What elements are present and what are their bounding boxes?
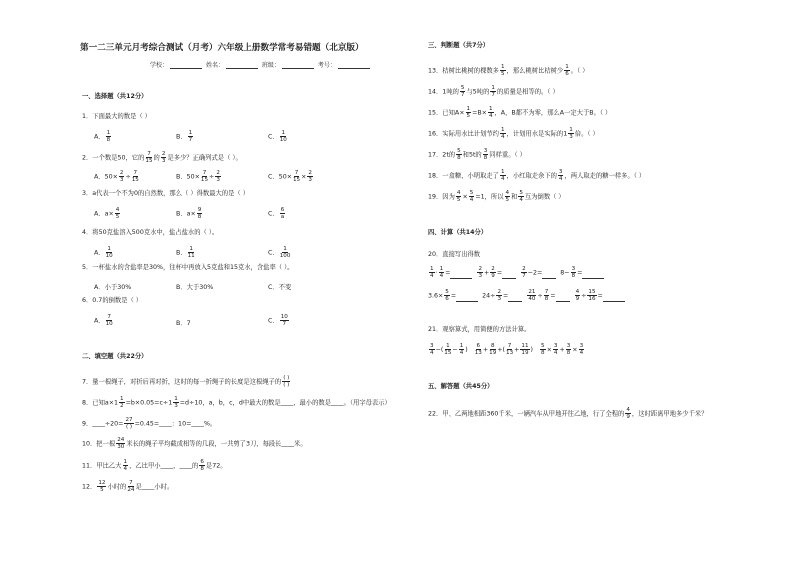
question-15: 15．已知A× $\frac{1}{5}$ =B× $\frac{1}{4}$ ，A，B都不为零，那么A一定大于B。（ ） (428, 106, 612, 119)
answer-blank[interactable] (603, 295, 625, 302)
question-22: 22．甲、乙两地相距360千米，一辆汽车从甲地开往乙地，行了全程的 $\frac{4}{9}$ ，这时距离甲地多少千米？ (428, 407, 708, 420)
q1-option-c[interactable]: C． $\frac{1}{10}$ (268, 130, 287, 143)
fraction: $\frac{1}{10}$ (279, 130, 287, 143)
name-label: 姓名： (205, 62, 224, 69)
question-12: 12． $\frac{12}{5}$ 小时的 $\frac{7}{24}$ 是____小时。 (82, 480, 174, 493)
question-11: 11．甲比乙大 $\frac{1}{4}$ ，乙比甲小____，____的 $\frac{6}{8}$ 是72。 (82, 459, 227, 472)
question-2: 2．一个数是50，它的 $\frac{7}{15}$ 的 $\frac{2}{3}$ 是多少？正确列式是（ ）。 (82, 151, 242, 164)
q2-option-c[interactable]: C．50× $\frac{7}{15}$ × $\frac{2}{3}$ (268, 170, 312, 183)
section-judge: 三、判断题（共7分） (428, 42, 490, 49)
class-field[interactable] (282, 62, 314, 69)
student-info (150, 60, 372, 69)
question-20: 20．直接写出得数 (428, 251, 481, 258)
section-solve: 五、解答题（共45分） (428, 383, 494, 390)
fraction: $\frac{1}{7}$ (188, 130, 193, 143)
section-choice: 一、选择题（共12分） (82, 93, 148, 100)
answer-blank[interactable] (542, 272, 556, 279)
school-field[interactable] (170, 62, 202, 69)
answer-blank[interactable] (508, 295, 522, 302)
answer-blank[interactable] (450, 272, 472, 279)
question-16: 16．实际用水比计划节约 $\frac{1}{4}$ ，计划用水是实际的1 $\frac{1}{3}$ 倍。（ ） (428, 127, 599, 140)
q3-option-c[interactable]: C． $\frac{6}{a}$ (268, 207, 285, 220)
calc-row-1: $\frac{1}{4}$ · $\frac{1}{4}$ = $\frac{2}{3}$ + $\frac{2}{9}$ = $\frac{2}{7}$ −2= 8− $\frac{3}{8}$ = (428, 266, 604, 279)
question-10: 10．把一根 $\frac{24}{30}$ 米长的绳子平均截成相等的几段，一共剪了3刀，每段长____米。 (82, 437, 307, 450)
section-fill: 二、填空题（共22分） (82, 353, 148, 360)
number-field[interactable] (338, 62, 370, 69)
calc-row-3: $\frac{3}{4}$ −( $\frac{1}{15}$ − $\frac{1}{4}$ ) $\frac{6}{13}$ + $\frac{8}{19}$ +( $\frac{7}{13}$ + $\frac{11}{19}$ ) $\frac{5}{8}$ × $\frac{3}{4}$ + $\frac{3}{8}$ × $\frac{3}{4}$ (430, 343, 584, 356)
q2-option-a[interactable]: A．50× $\frac{2}{3}$ ÷ $\frac{7}{15}$ (94, 170, 139, 183)
question-9: 9．____÷20= 27 ( ) =0.45=____：10=____%。 (82, 417, 217, 430)
q4-option-a[interactable]: A． $\frac{1}{10}$ (94, 246, 113, 259)
q4-option-c[interactable]: C． $\frac{1}{100}$ (268, 246, 291, 259)
q6-option-a[interactable]: A． $\frac{7}{10}$ (94, 314, 113, 327)
q1-option-a[interactable]: A． $\frac{1}{8}$ (94, 130, 111, 143)
question-8: 8．已知a×1 $\frac{1}{2}$ =b×0.05=c÷1 $\frac{1}{3}$ =d÷10，a，b，c，d中最大的数是____，最小的数是____。（用字母表示） (82, 396, 391, 409)
question-14: 14．1吨的 $\frac{5}{7}$ 与5吨的 $\frac{1}{7}$ 的质量是相等的。（ ） (428, 85, 559, 98)
question-21: 21．观察算式，用简便的方法计算。 (428, 326, 531, 333)
q6-option-c[interactable]: C． $\frac{10}{7}$ (268, 314, 288, 327)
calc-row-2: 3.6× $\frac{5}{6}$ = 24÷ $\frac{2}{3}$ = $\frac{21}{40}$ ÷ $\frac{7}{8}$ = $\frac{4}{9}$ ÷ $\frac{15}{16}$ = (428, 289, 625, 302)
question-3: 3．a代表一个不为0的自然数，那么（ ）得数最大的是（ ） (82, 190, 249, 197)
name-field[interactable] (226, 62, 258, 69)
answer-blank[interactable] (456, 295, 478, 302)
question-7: 7．量一根绳子，对折后再对折，这时的每一折绳子的长度是这根绳子的 ( ) ( ) (82, 375, 290, 388)
answer-blank[interactable] (582, 272, 604, 279)
question-13: 13．桔树比桃树的棵数多 $\frac{1}{5}$ ，那么桃树比桔树少 $\frac{1}{6}$ 。（ ） (428, 64, 589, 77)
q2-option-b[interactable]: B．50× $\frac{7}{15}$ ÷ $\frac{2}{3}$ (176, 170, 220, 183)
answer-blank[interactable] (556, 295, 570, 302)
q5-option-b[interactable]: B．大于30% (176, 284, 214, 291)
answer-blank[interactable] (502, 272, 516, 279)
q4-option-b[interactable]: B． $\frac{1}{11}$ (176, 246, 195, 259)
question-6: 6．0.7的倒数是（ ） (82, 297, 143, 304)
fraction: $\frac{1}{8}$ (106, 130, 111, 143)
question-17: 17．2t的 $\frac{5}{8}$ 和5t的 $\frac{3}{8}$ 同样重。（ ） (428, 148, 526, 161)
question-1: 1．下面最大的数是（ ） (82, 113, 151, 120)
q1-option-b[interactable]: B． $\frac{1}{7}$ (176, 130, 193, 143)
q5-option-c[interactable]: C．不变 (268, 284, 292, 291)
q5-option-a[interactable]: A．小于30% (94, 284, 132, 291)
question-5: 5．一杯盐水的含盐率是30%，往杯中再放入5克盐和15克水，含盐率（ ）。 (82, 264, 294, 271)
q6-option-b[interactable]: B．7 (176, 320, 191, 327)
class-label: 班级： (261, 62, 280, 69)
number-label: 考号： (317, 62, 336, 69)
section-calc: 四、计算（共14分） (428, 229, 488, 236)
question-18: 18．一盒糖，小明取走了 $\frac{1}{4}$ ，小红取走余下的 $\frac{3}{4}$ ，两人取走的糖一样多。（ ） (428, 169, 646, 182)
q3-option-b[interactable]: B．a× $\frac{9}{8}$ (176, 207, 202, 220)
school-label: 学校： (150, 62, 169, 69)
q3-option-a[interactable]: A．a× $\frac{4}{5}$ (94, 207, 120, 220)
page-title: 第一二三单元月考综合测试（月考）六年级上册数学常考易错题（北京版） (80, 43, 364, 53)
question-4: 4．将50克盐溶入500克水中，盐占盐水的（ ）。 (82, 229, 219, 236)
question-19: 19．因为 $\frac{4}{5}$ × $\frac{5}{4}$ =1，所以 $\frac{4}{5}$ 和 $\frac{5}{4}$ 互为倒数（ ） (428, 190, 565, 203)
